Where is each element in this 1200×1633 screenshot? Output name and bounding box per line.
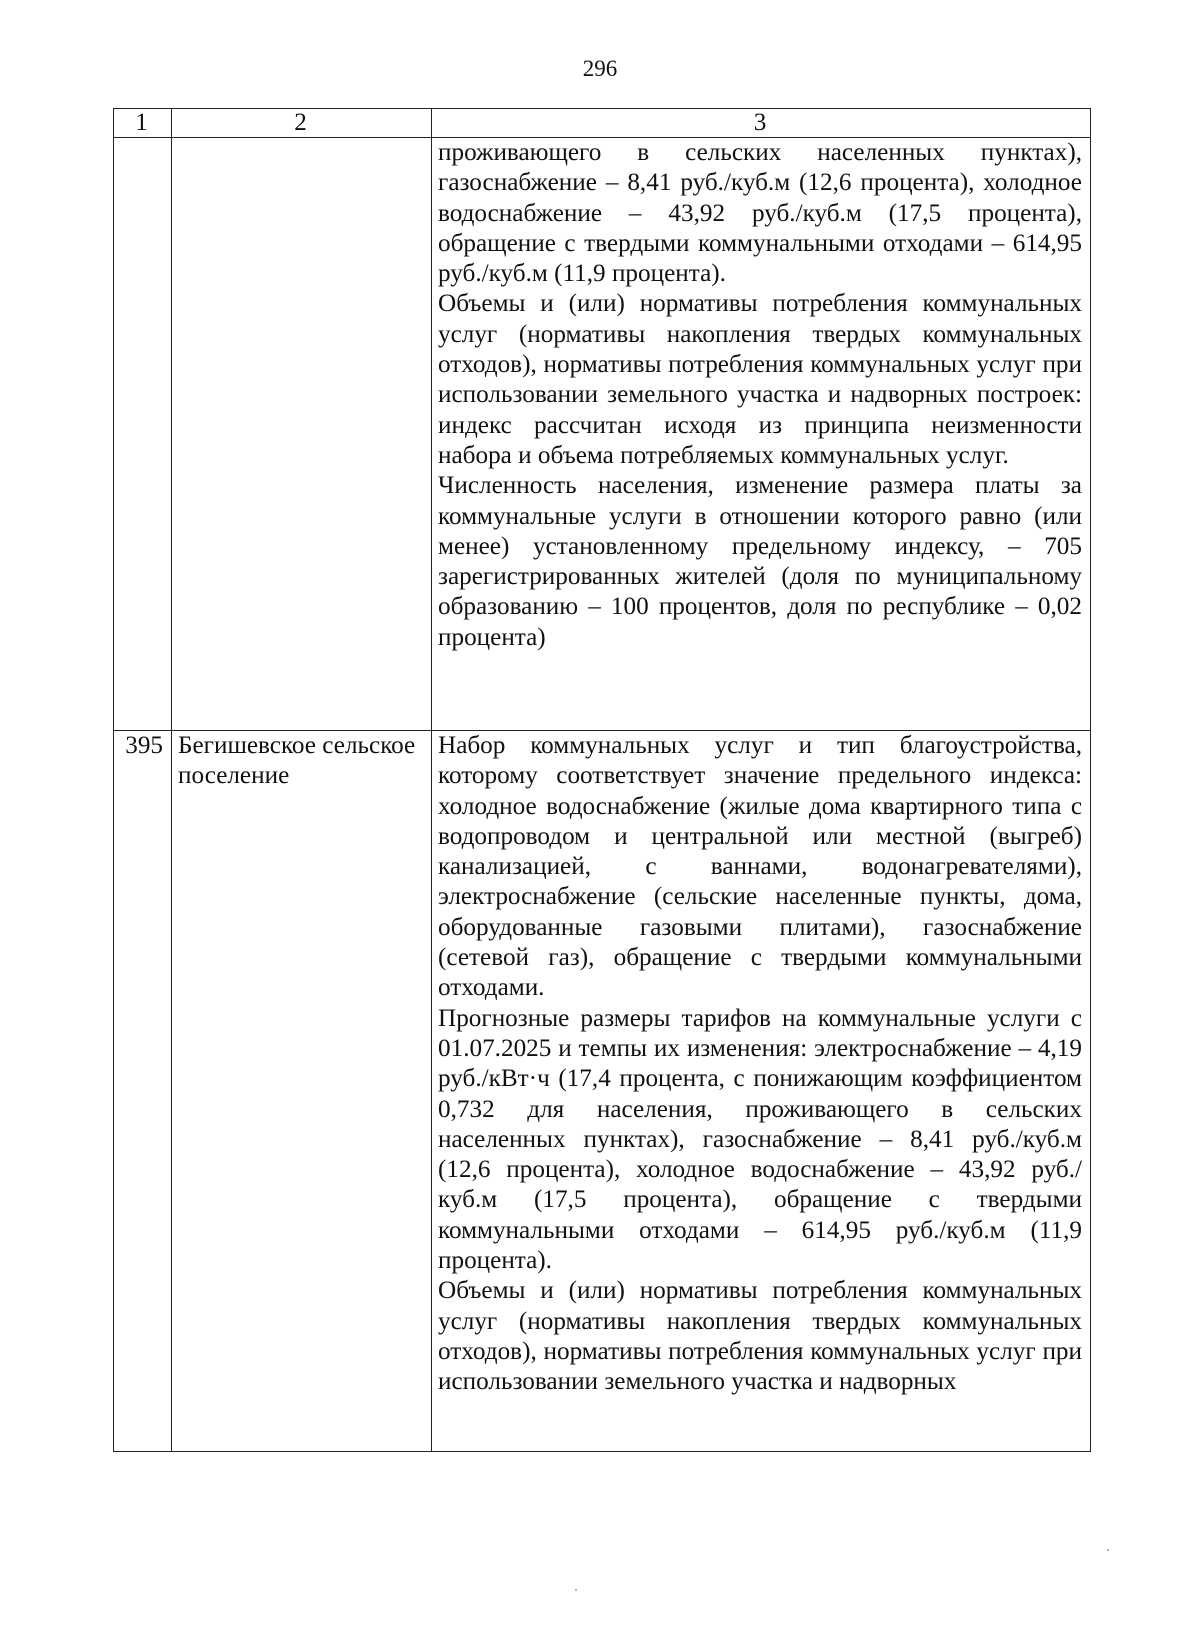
description-paragraph: Численность населения, изменение размера платы за коммунальные услуги в отношении которого равно (или менее) установленному предельному индексу, – 705 зарегистрированных жителей (доля по муниципальному образованию – 100 процентов, доля по республике – 0,02 процента) xyxy=(438,472,1082,651)
description-paragraph: Набор коммунальных услуг и тип благоустройства, которому соответствует значение предельного индекса: холодное водоснабжение (жилые дома квартирного типа с водопроводом и центральной или местной (выгреб) канализацией, с ваннами, водонагревателями), электроснабжение (сельские населенные пункты, дома, оборудованные газовыми плитами), газоснабжение (сетевой газ), обращение с твердыми коммунальными отходами. xyxy=(438,732,1082,1002)
table-header-row xyxy=(114,109,1091,138)
tariff-table xyxy=(113,108,1091,1452)
table-row xyxy=(114,138,1091,731)
page-number: 296 xyxy=(582,56,618,81)
scan-speck xyxy=(1107,1549,1109,1551)
description-paragraph: Прогнозные размеры тарифов на коммунальные услуги с 01.07.2025 и темпы их изменения: электроснабжение – 4,19 руб./кВт·ч (17,4 процента, с понижающим коэффициентом 0,732 для населения, проживающего в сельских населенных пунктах), газоснабжение – 8,41 руб./куб.м (12,6 процента), холодное водоснабжение – 43,92 руб./куб.м (17,5 процента), обращение с твердыми коммунальными отходами – 614,95 руб./куб.м (11,9 процента). xyxy=(438,1004,1082,1275)
description-paragraph: проживающего в сельских населенных пунктах), газоснабжение – 8,41 руб./куб.м (12,6 процента), холодное водоснабжение – 43,92 руб./куб.м (17,5 процента), обращение с твердыми коммунальными отходами – 614,95 руб./куб.м (11,9 процента). xyxy=(438,139,1082,288)
row-description xyxy=(432,731,1091,1452)
row-number xyxy=(114,138,172,731)
column-header-3: 3 xyxy=(432,109,1091,138)
table-row xyxy=(114,731,1091,1452)
column-header-1: 1 xyxy=(114,109,172,138)
description-paragraph: Объемы и (или) нормативы потребления коммунальных услуг (нормативы накопления твердых коммунальных отходов), нормативы потребления коммунальных услуг при использовании земельного участка и надворных построек: индекс рассчитан исходя из принципа неизменности набора и объема потребляемых коммунальных услуг. xyxy=(438,290,1082,469)
description-paragraph: Объемы и (или) нормативы потребления коммунальных услуг (нормативы накопления твердых коммунальных отходов), нормативы потребления коммунальных услуг при использовании земельного участка и надворных xyxy=(438,1277,1082,1396)
settlement-name: Бегишевское сельское поселение xyxy=(172,731,432,1452)
row-number: 395 xyxy=(114,731,172,1452)
settlement-name xyxy=(172,138,432,731)
row-description xyxy=(432,138,1091,731)
scan-speck xyxy=(575,1589,577,1591)
column-header-2: 2 xyxy=(172,109,432,138)
